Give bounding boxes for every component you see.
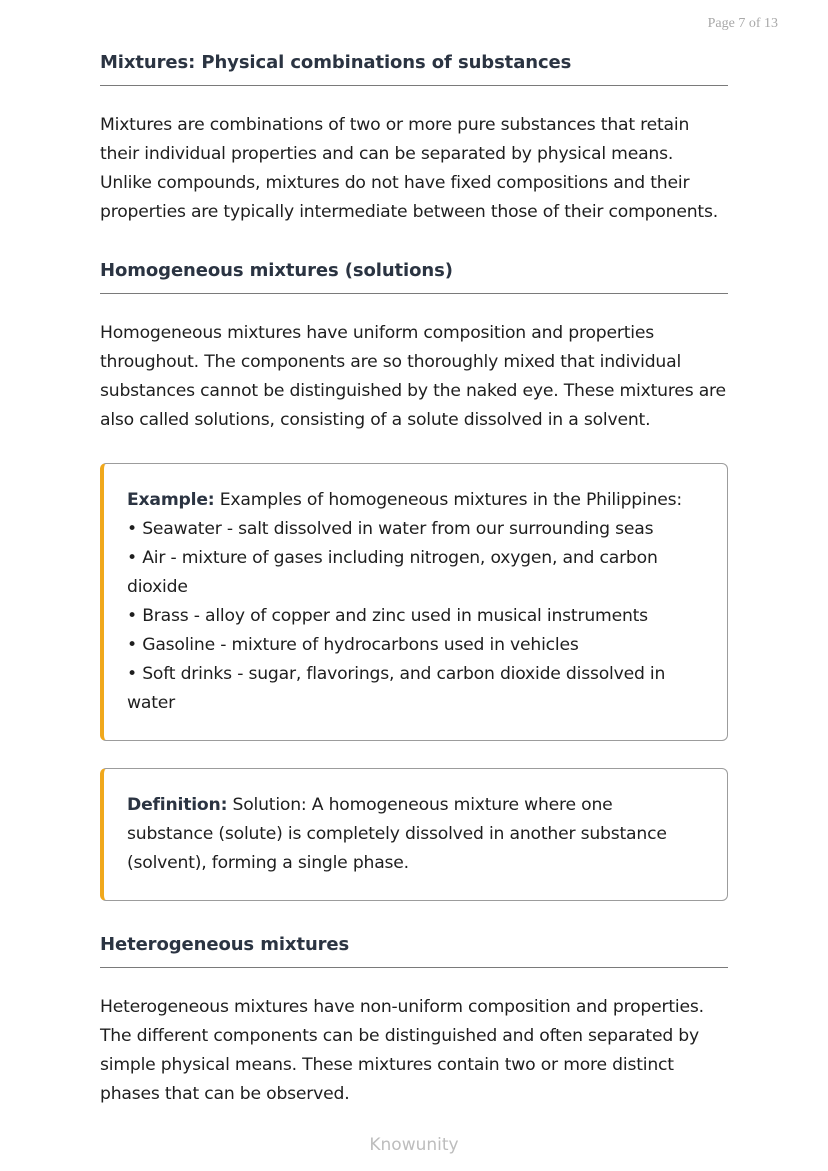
section-body-heterogeneous: Heterogeneous mixtures have non-uniform composition and properties. The different components can be distinguished and often separated by simple physical means. These mixtures contain two or more distinct phases that can be observed.: [100, 997, 704, 1104]
example-item: • Gasoline - mixture of hydrocarbons used in vehicles: [127, 635, 579, 655]
example-item: • Air - mixture of gases including nitrogen, oxygen, and carbon dioxide: [127, 548, 658, 597]
definition-label: Definition:: [127, 795, 228, 815]
example-item: • Seawater - salt dissolved in water from our surrounding seas: [127, 519, 654, 539]
definition-text: Solution: A homogeneous mixture where one substance (solute) is completely dissolved in another substance (solvent), forming a single phase.: [127, 795, 667, 873]
example-callout: [100, 463, 728, 741]
section-heading-heterogeneous: Heterogeneous mixtures: [100, 934, 728, 968]
section-heading-mixtures: Mixtures: Physical combinations of substances: [100, 52, 728, 86]
section-body-mixtures: Mixtures are combinations of two or more pure substances that retain their individual properties and can be separated by physical means. Unlike compounds, mixtures do not have fixed compositions and their properties are typically intermediate between those of their components.: [100, 115, 718, 222]
section-body-homogeneous: Homogeneous mixtures have uniform composition and properties throughout. The components are so thoroughly mixed that individual substances cannot be distinguished by the naked eye. These mixtures are also called solutions, consisting of a solute dissolved in a solvent.: [100, 323, 726, 430]
example-label: Example:: [127, 490, 215, 510]
document-content: [100, 52, 728, 1109]
example-intro: Example: Examples of homogeneous mixtures in the Philippines:: [127, 490, 682, 510]
example-item: • Brass - alloy of copper and zinc used in musical instruments: [127, 606, 648, 626]
page-indicator: Page 7 of 13: [707, 16, 778, 31]
example-item: • Soft drinks - sugar, flavorings, and carbon dioxide dissolved in water: [127, 664, 666, 713]
footer-brand: Knowunity: [369, 1135, 459, 1155]
section-heading-homogeneous: Homogeneous mixtures (solutions): [100, 260, 728, 294]
definition-callout: [100, 768, 728, 901]
